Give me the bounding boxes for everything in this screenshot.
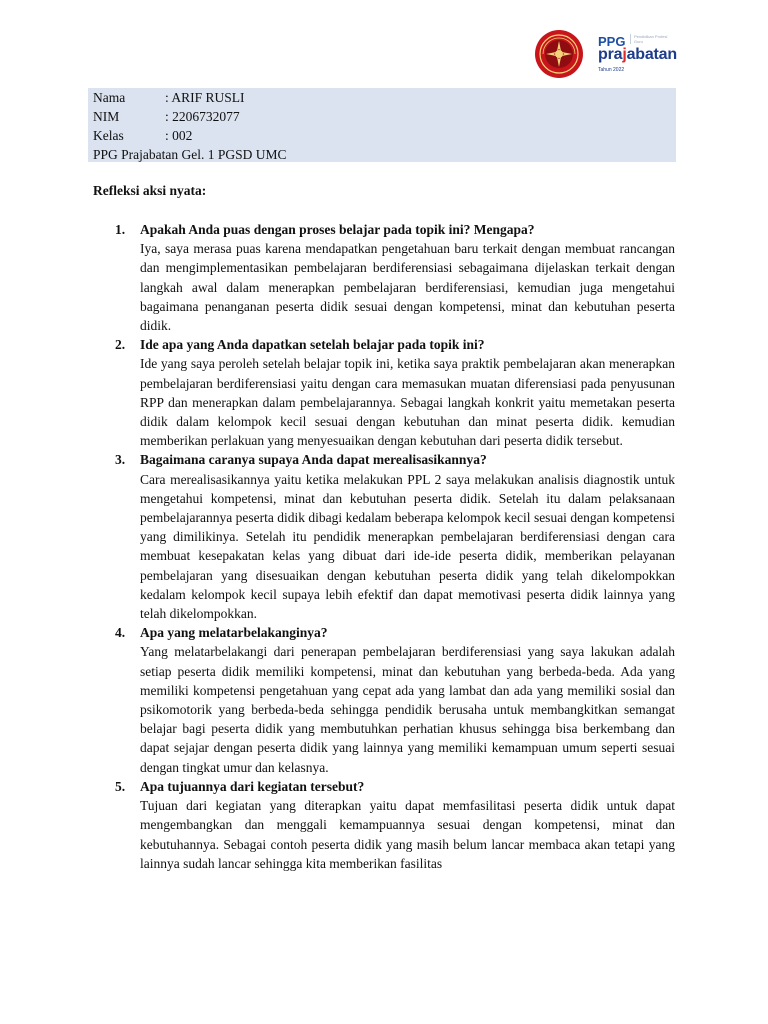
qa-item — [93, 777, 675, 873]
qa-number: 2. — [115, 337, 126, 353]
identity-key: NIM — [93, 109, 120, 124]
qa-number: 1. — [115, 222, 126, 237]
identity-row-name — [88, 88, 676, 107]
identity-value: : 002 — [165, 126, 192, 145]
qa-item — [93, 335, 675, 450]
identity-row-class — [88, 126, 676, 145]
qa-answer: Iya, saya merasa puas karena mendapatkan pengetahuan baru terkait dengan membuat rancangan dan mengimplementasikan pembelajaran berdiferensiasi sebagaimana dijelaskan terkait dengan langkah awal dalam menerapkan pembelajaran berdiferensiasi, kemudian juga mengetahui bagaimana penanganan peserta didik sesuai dengan kompetensi, minat dan kebutuhan peserta didik. — [140, 241, 675, 334]
qa-item — [93, 623, 675, 777]
qa-answer: Cara merealisasikannya yaitu ketika melakukan PPL 2 saya melakukan analisis diagnostik untuk mengetahui kompetensi, minat dan kebutuhan peserta didik. Setelah itu dalam pelaksanaan pembelajarannya peserta didik dibagi kedalam beberapa kelompok kecil sesuai dengan kompetensi yang dimilikinya. Setelah itu pendidik menerapkan pembelajaran berdiferensiasi dengan cara membuat kesepakatan kelas yang dibuat dari ide-ide peserta didik, memberikan pelayanan pembelajaran yang disesuaikan dengan kebutuhan peserta didik yang telah dikelompokkan kedalam kelompok kecil supaya lebih efektif dan dapat memotivasi peserta didik lainnya yang telah dikelompokkan. — [140, 471, 675, 622]
identity-program — [88, 145, 676, 164]
identity-key: Kelas — [93, 128, 124, 143]
qa-question: Apa yang melatarbelakanginya? — [140, 625, 328, 641]
identity-value: : ARIF RUSLI — [165, 88, 245, 107]
ppg-tagline: Pendidikan Profesi Guru — [630, 34, 674, 44]
qa-question: Ide apa yang Anda dapatkan setelah belajar pada topik ini? — [140, 337, 485, 353]
qa-answer: Yang melatarbelakangi dari penerapan pembelajaran berdiferensiasi yang saya lakukan adalah setiap peserta didik memiliki kompetensi, minat dan kebutuhan yang berbeda-beda. Ada yang memiliki kompetensi pengetahuan yang cepat ada yang lambat dan ada yang memiliki sosial dan psikomotorik yang berbeda-beda sehingga pendidik berusaha untuk membangkitkan semangat belajar bagi peserta didik yang membutuhkan perhatian khusus sehingga bisa berkembang dan dapat sejajar dengan peserta didik yang lainnya yang memiliki kemampuan umum seperti sesuai dengan tingkat umur dan kelasnya. — [140, 644, 675, 775]
qa-number: 3. — [115, 452, 126, 468]
header-logos — [530, 26, 700, 82]
identity-value: : 2206732077 — [165, 107, 240, 126]
brand-wordmark: prajabatan — [598, 46, 677, 63]
university-seal-icon — [534, 29, 584, 79]
identity-box — [88, 88, 676, 162]
qa-answer: Tujuan dari kegiatan yang diterapkan yaitu dapat memfasilitasi peserta didik untuk dapat mengembangkan dan menggali kemampuannya sesuai dengan kompetensi, minat dan kebutuhannya. Sebagai contoh peserta didik yang masih belum lancar membaca akan tetapi yang lainnya sudah lancar sehingga kita memberikan fasilitas — [140, 798, 675, 871]
qa-question: Apakah Anda puas dengan proses belajar pada topik ini? Mengapa? — [140, 222, 535, 237]
qa-number: 5. — [115, 778, 126, 794]
identity-key: Nama — [93, 90, 126, 105]
qa-question: Bagaimana caranya supaya Anda dapat merealisasikannya? — [140, 452, 487, 468]
program-text: PPG Prajabatan Gel. 1 PGSD UMC — [93, 147, 287, 162]
ppg-word: PPG — [598, 34, 626, 49]
qa-question: Apa tujuannya dari kegiatan tersebut? — [140, 778, 365, 794]
qa-item — [93, 450, 675, 623]
qa-answer: Ide yang saya peroleh setelah belajar topik ini, ketika saya praktik pembelajaran akan menerapkan pembelajaran berdiferensiasi yaitu dengan cara memasukan muatan diferensiasi pada penyusunan RPP dan menerapkan dalam pembelajarannya. Sebagai langkah konkrit yaitu memetakan peserta didik dalam kelompok kecil sesuai dengan kebutuhan dan minat peserta didik. kemudian memberikan perlakuan yang menyesuaikan dengan kebutuhan dari peserta didik tersebut. — [140, 356, 675, 449]
section-title: Refleksi aksi nyata: — [93, 183, 207, 198]
year-label: Tahun 2022 — [598, 67, 625, 73]
qa-list — [93, 220, 675, 873]
qa-number: 4. — [115, 625, 126, 641]
ppg-prajabatan-logo — [598, 34, 708, 78]
qa-item — [93, 220, 675, 335]
identity-row-nim — [88, 107, 676, 126]
